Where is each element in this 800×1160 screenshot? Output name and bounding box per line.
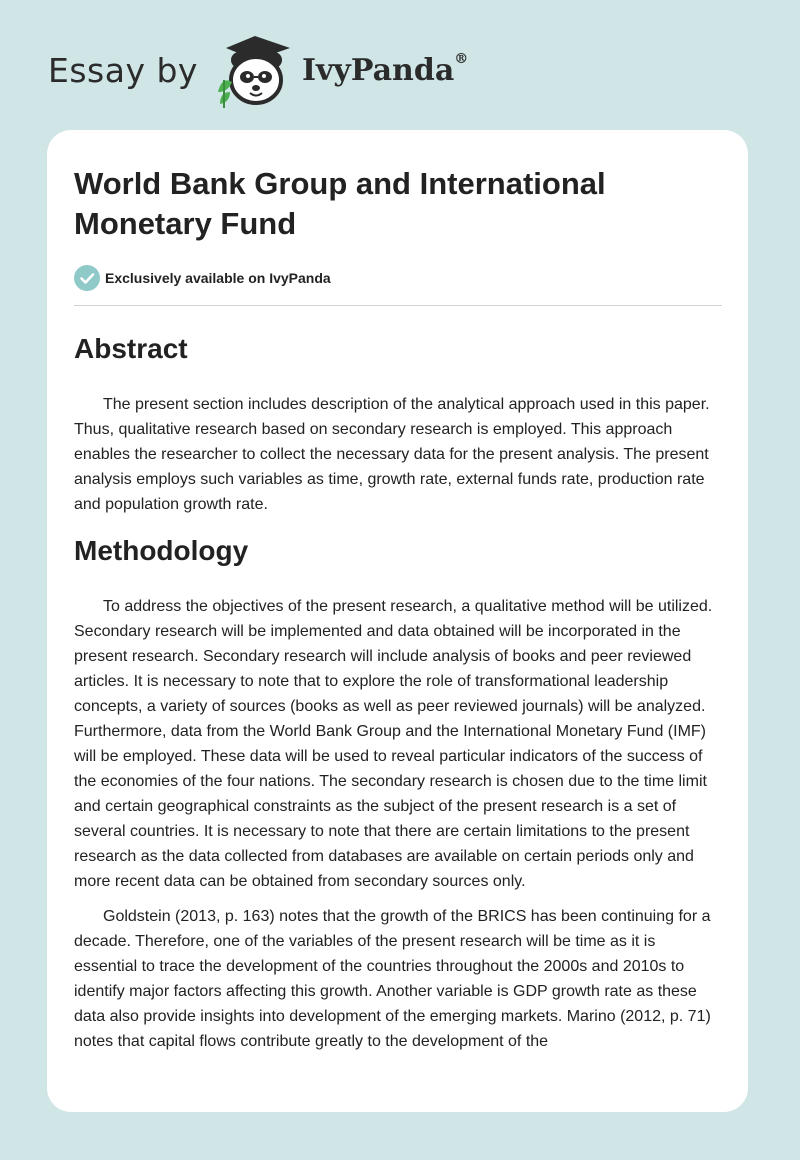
panda-graduate-logo-icon[interactable] — [212, 30, 298, 110]
methodology-paragraph-2: Goldstein (2013, p. 163) notes that the growth of the BRICS has been continuing for a decade. Therefore, one of the variables of the present research will be time as it is essential to trace the development of the countries throughout the 2000s and 2010s to identify major factors affecting this growth. Another variable is GDP growth rate as these data also provide insights into development of the emerging markets. Marino (2012, p. 71) notes that capital flows contribute greatly to the development of the — [74, 908, 711, 1050]
page-title: World Bank Group and International Monetary Fund — [74, 166, 606, 241]
abstract-paragraph: The present section includes description of the analytical approach used in this paper. Thus, qualitative research based on secondary research is employed. This approach enables the researcher to collect the necessary data for the present analysis. The present analysis employs such variables as time, growth rate, external funds rate, production rate and population growth rate. — [74, 396, 710, 513]
check-circle-icon — [74, 265, 100, 291]
methodology-paragraph-1: To address the objectives of the present research, a qualitative method will be utilized. Secondary research will be implemented and data obtained will be incorporated in the present research. Secondary research will include analysis of books and peer reviewed articles. It is necessary to note that to explore the role of transformational leadership concepts, a variety of sources (books as well as peer reviewed journals) will be analyzed. Furthermore, data from the World Bank Group and the International Monetary Fund (IMF) will be employed. These data will be used to reveal particular indicators of the success of the economies of the four nations. The secondary research is chosen due to the time limit and certain geographical constraints as the subject of the present research is a set of several countries. It is necessary to note that there are certain limitations to the present research as the data collected from databases are available on certain periods only and more recent data can be obtained from secondary sources only. — [74, 598, 713, 890]
divider — [74, 305, 722, 306]
brand-name[interactable] — [301, 50, 469, 88]
methodology-heading: Methodology — [74, 535, 249, 566]
essay-content — [74, 164, 722, 1054]
exclusive-badge-text: Exclusively available on IvyPanda — [105, 270, 331, 286]
brand-name-text: IvyPanda — [301, 52, 455, 88]
essay-by-label: Essay by — [48, 50, 198, 90]
exclusive-badge — [74, 265, 722, 291]
registered-mark: ® — [454, 50, 469, 67]
site-header — [48, 30, 468, 110]
abstract-heading: Abstract — [74, 333, 188, 364]
essay-card — [47, 130, 748, 1112]
